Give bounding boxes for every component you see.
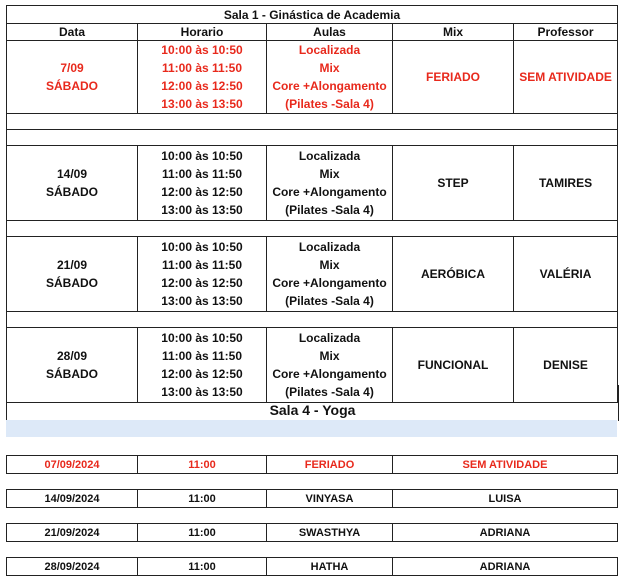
professor-cell: DENISE bbox=[514, 328, 618, 403]
class-name: Core +Alongamento bbox=[272, 367, 387, 381]
class-name: (Pilates -Sala 4) bbox=[285, 203, 374, 217]
header-mix: Mix bbox=[393, 24, 514, 41]
time-slot: 10:00 às 10:50 bbox=[161, 149, 243, 163]
table-row bbox=[7, 146, 618, 221]
mix-cell: AERÓBICA bbox=[393, 237, 514, 312]
yoga-professor-cell: SEM ATIVIDADE bbox=[393, 456, 618, 474]
class-name: Localizada bbox=[298, 331, 361, 345]
yoga-class-cell: SWASTHYA bbox=[267, 524, 393, 542]
class-name: Mix bbox=[319, 167, 340, 181]
time-slot: 12:00 às 12:50 bbox=[161, 185, 243, 199]
table-row bbox=[7, 456, 618, 474]
professor-cell: VALÉRIA bbox=[514, 237, 618, 312]
yoga-class-cell: FERIADO bbox=[267, 456, 393, 474]
class-name: (Pilates -Sala 4) bbox=[285, 385, 374, 399]
time-cell bbox=[138, 237, 267, 312]
yoga-date-cell: 21/09/2024 bbox=[7, 524, 138, 542]
table-row bbox=[7, 524, 618, 542]
classes-cell bbox=[267, 146, 393, 221]
day-text: SÁBADO bbox=[45, 79, 98, 93]
class-name: Mix bbox=[319, 258, 340, 272]
date-text: 14/09 bbox=[56, 167, 88, 181]
table-row bbox=[7, 41, 618, 114]
sala4-title: Sala 4 - Yoga bbox=[6, 385, 619, 421]
sala4-table bbox=[6, 455, 618, 576]
time-slot: 12:00 às 12:50 bbox=[161, 367, 243, 381]
time-cell bbox=[138, 146, 267, 221]
header-aulas: Aulas bbox=[267, 24, 393, 41]
mix-cell: FUNCIONAL bbox=[393, 328, 514, 403]
header-professor: Professor bbox=[514, 24, 618, 41]
header-data: Data bbox=[7, 24, 138, 41]
yoga-date-cell: 14/09/2024 bbox=[7, 490, 138, 508]
day-text: SÁBADO bbox=[45, 367, 98, 381]
yoga-class-cell: HATHA bbox=[267, 558, 393, 576]
time-slot: 11:00 às 11:50 bbox=[161, 167, 243, 181]
class-name: Mix bbox=[319, 349, 340, 363]
class-name: Core +Alongamento bbox=[272, 79, 387, 93]
spacer-row bbox=[7, 542, 618, 558]
day-text: SÁBADO bbox=[45, 185, 98, 199]
time-slot: 12:00 às 12:50 bbox=[161, 276, 243, 290]
class-name: Mix bbox=[319, 61, 340, 75]
yoga-time-cell: 11:00 bbox=[138, 524, 267, 542]
yoga-time-cell: 11:00 bbox=[138, 456, 267, 474]
date-text: 21/09 bbox=[56, 258, 88, 272]
time-slot: 10:00 às 10:50 bbox=[161, 331, 243, 345]
classes-cell bbox=[267, 237, 393, 312]
spacer-row bbox=[7, 221, 618, 237]
class-name: Localizada bbox=[298, 149, 361, 163]
time-slot: 13:00 às 13:50 bbox=[161, 97, 243, 111]
yoga-professor-cell: ADRIANA bbox=[393, 524, 618, 542]
spacer-row bbox=[7, 508, 618, 524]
time-slot: 10:00 às 10:50 bbox=[161, 240, 243, 254]
table-row bbox=[7, 558, 618, 576]
classes-cell bbox=[267, 41, 393, 114]
sala1-title: Sala 1 - Ginástica de Academia bbox=[7, 6, 618, 24]
date-cell bbox=[7, 41, 138, 114]
professor-cell: SEM ATIVIDADE bbox=[514, 41, 618, 114]
professor-cell: TAMIRES bbox=[514, 146, 618, 221]
class-name: Core +Alongamento bbox=[272, 185, 387, 199]
class-name: Localizada bbox=[298, 43, 361, 57]
header-horario: Horario bbox=[138, 24, 267, 41]
highlight-band bbox=[6, 420, 617, 437]
time-slot: 10:00 às 10:50 bbox=[161, 43, 243, 57]
time-slot: 12:00 às 12:50 bbox=[161, 79, 243, 93]
time-slot: 13:00 às 13:50 bbox=[161, 203, 243, 217]
date-text: 28/09 bbox=[56, 349, 88, 363]
time-slot: 13:00 às 13:50 bbox=[161, 294, 243, 308]
day-text: SÁBADO bbox=[45, 276, 98, 290]
class-name: Core +Alongamento bbox=[272, 276, 387, 290]
date-cell bbox=[7, 146, 138, 221]
class-name: (Pilates -Sala 4) bbox=[285, 294, 374, 308]
time-slot: 13:00 às 13:50 bbox=[161, 385, 243, 399]
spacer-row bbox=[7, 114, 618, 130]
yoga-date-cell: 28/09/2024 bbox=[7, 558, 138, 576]
time-cell bbox=[138, 41, 267, 114]
spacer-row bbox=[7, 312, 618, 328]
mix-cell: STEP bbox=[393, 146, 514, 221]
table-row bbox=[7, 490, 618, 508]
yoga-date-cell: 07/09/2024 bbox=[7, 456, 138, 474]
spacer-row bbox=[7, 474, 618, 490]
time-slot: 11:00 às 11:50 bbox=[161, 349, 243, 363]
time-slot: 11:00 às 11:50 bbox=[161, 258, 243, 272]
sala1-table bbox=[6, 5, 618, 403]
spacer-row bbox=[7, 130, 618, 146]
class-name: Localizada bbox=[298, 240, 361, 254]
yoga-professor-cell: LUISA bbox=[393, 490, 618, 508]
date-cell bbox=[7, 237, 138, 312]
date-text: 7/09 bbox=[60, 61, 84, 75]
time-slot: 11:00 às 11:50 bbox=[161, 61, 243, 75]
yoga-time-cell: 11:00 bbox=[138, 558, 267, 576]
table-row bbox=[7, 237, 618, 312]
class-name: (Pilates -Sala 4) bbox=[285, 97, 374, 111]
yoga-professor-cell: ADRIANA bbox=[393, 558, 618, 576]
yoga-class-cell: VINYASA bbox=[267, 490, 393, 508]
yoga-time-cell: 11:00 bbox=[138, 490, 267, 508]
mix-cell: FERIADO bbox=[393, 41, 514, 114]
